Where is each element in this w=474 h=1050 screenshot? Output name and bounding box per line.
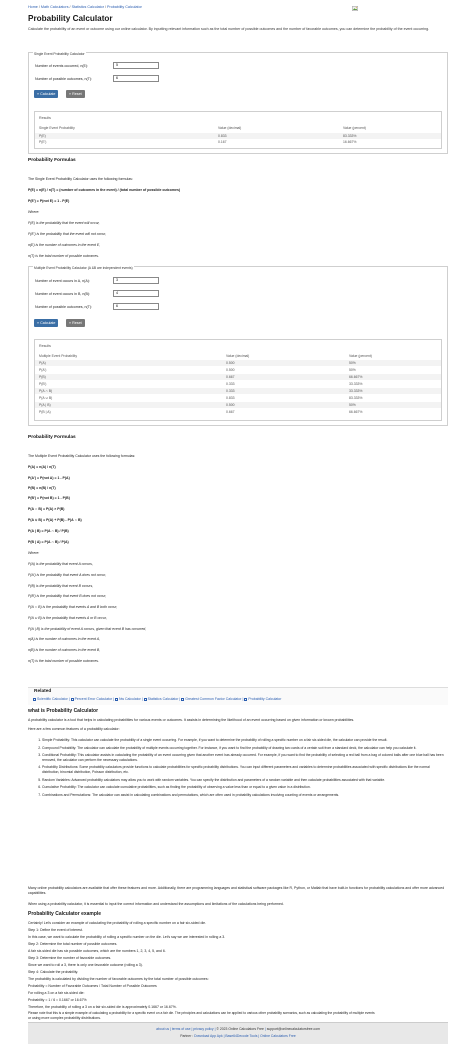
- formula-line: P(E') = P(not E) = 1 - P(E): [28, 199, 70, 203]
- example-line: Step 1: Define the event of interest.: [28, 928, 83, 932]
- possible-outcomes-label: Number of possible outcomes, n(T):: [35, 77, 93, 81]
- partner-link[interactable]: Base64Decode Tools: [225, 1034, 258, 1038]
- formula-line: P(A ∪ B) = P(A) + P(B) - P(A ∩ B): [28, 518, 82, 522]
- multi-reset-button[interactable]: » Reset: [66, 319, 85, 327]
- multi-formulas-heading: Probability Formulas: [28, 435, 76, 440]
- features-list: [42, 738, 446, 800]
- multi-results-title: Results: [39, 344, 51, 348]
- breadcrumb-current[interactable]: Probability Calculator: [107, 5, 142, 9]
- multi-possible-outcomes-input[interactable]: 6: [113, 303, 159, 310]
- related-link[interactable]: Probability Calculator: [248, 697, 282, 701]
- single-formulas-lead: The Single Event Probability Calculator uses the following formulas:: [28, 177, 133, 181]
- where-label: Where:: [28, 551, 40, 555]
- where-line: n(T) is the total number of possible outcomes.: [28, 659, 100, 663]
- events-occurred-label: Number of events occurred, n(E):: [35, 64, 89, 68]
- single-calculator-legend: Single Event Probability Calculator: [34, 52, 85, 56]
- table-row: P(A) 0.500 50%: [35, 360, 441, 366]
- breadcrumb-home[interactable]: Home: [28, 5, 38, 9]
- formula-line: P(B') = P(not B) = 1 - P(B): [28, 496, 70, 500]
- formula-line: P(B) = n(B) / n(T): [28, 486, 56, 490]
- example-heading: Probability Calculator example: [28, 911, 102, 917]
- possible-outcomes-input[interactable]: 6: [113, 75, 159, 82]
- what-is-paragraph: Many online probability calculators are available that offer these features and more. Additionally, there are programming languages and statistical software packages like R, Python, or Matlab that have built-in functions for probability calculations and offer more advanced capabilities.: [28, 886, 445, 895]
- footer: [28, 1022, 448, 1044]
- example-line: The probability is calculated by dividing the number of favorable outcomes by the total number of possible outcomes:: [28, 977, 209, 981]
- example-line: Since we want to roll a 3, there is only one favorable outcome (rolling a 3).: [28, 963, 143, 967]
- events-a-input[interactable]: 3: [113, 277, 159, 284]
- where-line: P(A) is the probability that event A occurs,: [28, 562, 93, 566]
- list-item: 2. Compound Probability: The calculator can calculate the probability of multiple events occurring together. For instance, if you want to find the probability of drawing two cards of a certain suit from a standard deck, the calculator can help you calculate it.: [42, 746, 446, 751]
- multi-possible-outcomes-label: Number of possible outcomes, n(T):: [35, 305, 93, 309]
- single-results-table: [35, 124, 441, 148]
- example-line: Please note that this is a simple example of calculating a probability for a specific event on a fair die. The principles and calculations can be applied to various other probability scenarios, such as calculating the probability of multiple events: [28, 1011, 375, 1015]
- formula-line: P(A) = n(A) / n(T): [28, 465, 56, 469]
- formula-line: P(A | B) = P(A ∩ B) / P(B): [28, 529, 69, 533]
- calculator-icon: [33, 698, 36, 701]
- formula-line: P(E) = n(E) / n(T) = (number of outcomes in the event) / (total number of possible outcomes): [28, 188, 181, 192]
- calculator-icon: [71, 698, 74, 701]
- table-row: P(B') 0.333 33.333%: [39, 381, 363, 386]
- breadcrumb-math[interactable]: Math Calculators: [40, 5, 69, 9]
- table-row: P(A ∩ B) 0.333 33.333%: [35, 388, 441, 394]
- related-link[interactable]: Greatest Common Factor Calculator: [185, 697, 242, 701]
- events-occurred-input[interactable]: 5: [113, 62, 159, 69]
- footer-links: about us | terms of use | privacy policy | © 2023 Online Calculators Free | support@onlinecalculatorsfree.com: [156, 1027, 320, 1031]
- footer-email[interactable]: support@onlinecalculatorsfree.com: [266, 1027, 320, 1031]
- where-line: n(B) is the number of outcomes in the event B,: [28, 648, 101, 652]
- single-reset-button[interactable]: » Reset: [66, 90, 85, 98]
- table-row: P(B | A) 0.667 66.667%: [39, 409, 363, 414]
- multi-calculator-panel: [28, 266, 448, 426]
- where-line: P(E') is the probability that the event will not occur,: [28, 232, 107, 236]
- where-line: P(B) is the probability that event B occurs,: [28, 584, 94, 588]
- table-row: P(E) 0.833 83.333%: [35, 133, 441, 139]
- page-title: Probability Calculator: [28, 14, 113, 23]
- events-b-input[interactable]: 4: [113, 290, 159, 297]
- table-row: P(A') 0.500 50%: [39, 367, 356, 372]
- example-line: Step 2: Determine the total number of possible outcomes.: [28, 942, 118, 946]
- example-line: For rolling a 3 on a fair six-sided die:: [28, 991, 85, 995]
- footer-link-privacy[interactable]: privacy policy: [193, 1027, 214, 1031]
- list-item: 7. Combinations and Permutations: The calculator can assist in calculating combinations and permutations, which are often used in probability calculations involving counting of events or arrangements.: [42, 793, 446, 798]
- footer-partners: Partner : Download App Apk | Base64Decode Tools | Online Calculators Free: [180, 1034, 296, 1038]
- breadcrumb-statistics[interactable]: Statistics Calculator: [71, 5, 104, 9]
- where-line: P(E) is the probability that the event will occur,: [28, 221, 100, 225]
- where-line: n(E) is the number of outcomes in the event E,: [28, 243, 101, 247]
- list-item: 6. Cumulative Probability: The calculator can calculate cumulative probabilities, such as finding the probability of observing a value less than or equal to a given value in a distribution.: [42, 785, 446, 790]
- example-line: Certainly! Let's consider an example of calculating the probability of rolling a specific number on a fair six-sided die.: [28, 921, 207, 925]
- example-line: Step 3: Determine the number of favorable outcomes.: [28, 956, 112, 960]
- image-icon[interactable]: [352, 6, 358, 11]
- list-item: 3. Conditional Probability: This calculator assists in calculating the probability of an event occurring given that another event has already occurred. For example, if you want to find the probability of selecting a red ball from a bag of colored balls after one blue ball has been removed, the calculator can perform the necessary calculations.: [42, 753, 446, 762]
- list-item: 5. Random Variables: Advanced probability calculators may allow you to work with random variables. You can specify the distribution and parameters of a random variable and then calculate probabilities associated with that variable.: [42, 778, 446, 783]
- related-links: Scientific Calculator | Percent Error Calculator | Nw Calculator | Statistics Calculator | Greatest Common Factor Calculator | Probability Calculator: [33, 697, 281, 702]
- where-line: P(A ∩ B) is the probability that events A and B both occur,: [28, 605, 118, 609]
- footer-link-about[interactable]: about us: [156, 1027, 170, 1031]
- breadcrumb: Home/Math Calculators/Statistics Calculator/Probability Calculator: [28, 5, 142, 9]
- table-row: P(E') 0.167 16.667%: [39, 139, 357, 144]
- events-a-label: Number of event occurs in A, n(A):: [35, 279, 90, 283]
- where-line: n(T) is the total number of possible outcomes.: [28, 254, 100, 258]
- calculator-icon: [244, 698, 247, 701]
- single-results-title: Results: [39, 116, 51, 120]
- table-header: Multiple Event Probability Value (decimal) Value (percent): [39, 353, 372, 358]
- intro-text: Calculate the probability of an event or outcome using our online calculator. By inputting relevant information such as the total number of possible outcomes and the number of favorable outcomes, you can determine the probability of the event occurring.: [28, 27, 430, 31]
- partner-link[interactable]: Download App Apk: [194, 1034, 223, 1038]
- where-line: P(A') is the probability that event A does not occur,: [28, 573, 107, 577]
- related-link[interactable]: Scientific Calculator: [37, 697, 68, 701]
- example-line: Therefore, the probability of rolling a 3 on a fair six-sided die is approximately 0.1667 or 16.67%.: [28, 1005, 177, 1009]
- example-line: Probability = Number of Favorable Outcomes / Total Number of Possible Outcomes: [28, 984, 157, 988]
- where-line: P(A ∪ B) is the probability that events A or B occur,: [28, 616, 107, 620]
- related-section: [28, 687, 448, 705]
- table-header: Single Event Probability Value (decimal) Value (percent): [39, 125, 366, 130]
- single-calculate-button[interactable]: » Calculate: [34, 90, 58, 98]
- single-results-panel: [34, 111, 442, 149]
- footer-link-terms[interactable]: terms of use: [171, 1027, 191, 1031]
- related-link[interactable]: Statistics Calculator: [147, 697, 179, 701]
- partner-label: Partner :: [180, 1034, 194, 1038]
- what-is-paragraph: A probability calculator is a tool that helps in calculating probabilities for various events or outcomes. It assists in determining the likelihood of an event occurring based on given information or known probabilities.: [28, 718, 355, 722]
- formula-line: P(A ∩ B) = P(A) × P(B): [28, 507, 65, 511]
- where-line: P(B') is the probability that event B does not occur,: [28, 594, 107, 598]
- calculator-icon: [144, 698, 147, 701]
- related-link[interactable]: Nw Calculator: [119, 697, 141, 701]
- example-line: Step 4: Calculate the probability.: [28, 970, 79, 974]
- where-line: n(A) is the number of outcomes in the event A,: [28, 637, 101, 641]
- example-line: or using more complex probability distributions.: [28, 1016, 101, 1020]
- partner-link[interactable]: Online Calculators Free: [260, 1034, 296, 1038]
- what-is-paragraph: When using a probability calculator, it is essential to input the correct information and understand the assumptions and limitations of the calculations being performed.: [28, 902, 284, 906]
- list-item: 1. Simple Probability: This calculator can calculate the probability of a single event occurring. For example, if you want to determine the probability of rolling a specific number on a fair six-sided die, the calculator can provide the result.: [42, 738, 446, 743]
- table-row: P(A | B) 0.500 50%: [35, 402, 441, 408]
- related-heading: Related: [34, 689, 52, 694]
- single-calculator-panel: [28, 52, 448, 154]
- footer-copyright: © 2023 Online Calculators Free: [216, 1027, 264, 1031]
- formula-line: P(A') = P(not A) = 1 - P(A): [28, 476, 70, 480]
- multi-calculator-legend: Multiple Event Probability Calculator (A &B are independent events): [34, 266, 133, 270]
- multi-calculate-button[interactable]: » Calculate: [34, 319, 58, 327]
- single-formulas-heading: Probability Formulas: [28, 158, 76, 163]
- example-line: Probability = 1 / 6 ≈ 0.1667 or 16.67%: [28, 998, 87, 1002]
- example-line: A fair six-sided die has six possible outcomes, which are the numbers 1, 2, 3, 4, 5, and 6.: [28, 949, 166, 953]
- what-is-paragraph: Here are a few common features of a probability calculator:: [28, 727, 120, 731]
- multi-formulas-lead: The Multiple Event Probability Calculator uses the following formulas:: [28, 454, 136, 458]
- table-row: P(A ∪ B) 0.833 83.333%: [39, 395, 363, 400]
- formula-line: P(B | A) = P(A ∩ B) / P(A): [28, 540, 69, 544]
- multi-results-panel: [34, 339, 442, 421]
- what-is-heading: what is Probability Calculator: [28, 708, 99, 714]
- where-label: Where:: [28, 210, 40, 214]
- example-line: In this case, we want to calculate the probability of rolling a specific number on the die. Let's say we are interested in rolling a 3.: [28, 935, 226, 939]
- calculator-icon: [115, 698, 118, 701]
- table-row: P(B) 0.667 66.667%: [35, 374, 441, 380]
- multi-results-table: [35, 352, 441, 420]
- list-item: 4. Probability Distributions: Some probability calculators provide functions to calculate probabilities for specific probability distributions. You can input different parameters and variables to determine probabilities associated with specific distributions like the normal distribution, binomial distribution, Poisson distribution, etc.: [42, 765, 446, 774]
- related-link[interactable]: Percent Error Calculator: [74, 697, 113, 701]
- events-b-label: Number of event occurs in B, n(B):: [35, 292, 91, 296]
- calculator-icon: [181, 698, 184, 701]
- where-line: P(A | B) is the probability of event A occurs, given that event B has occurred,: [28, 627, 147, 631]
